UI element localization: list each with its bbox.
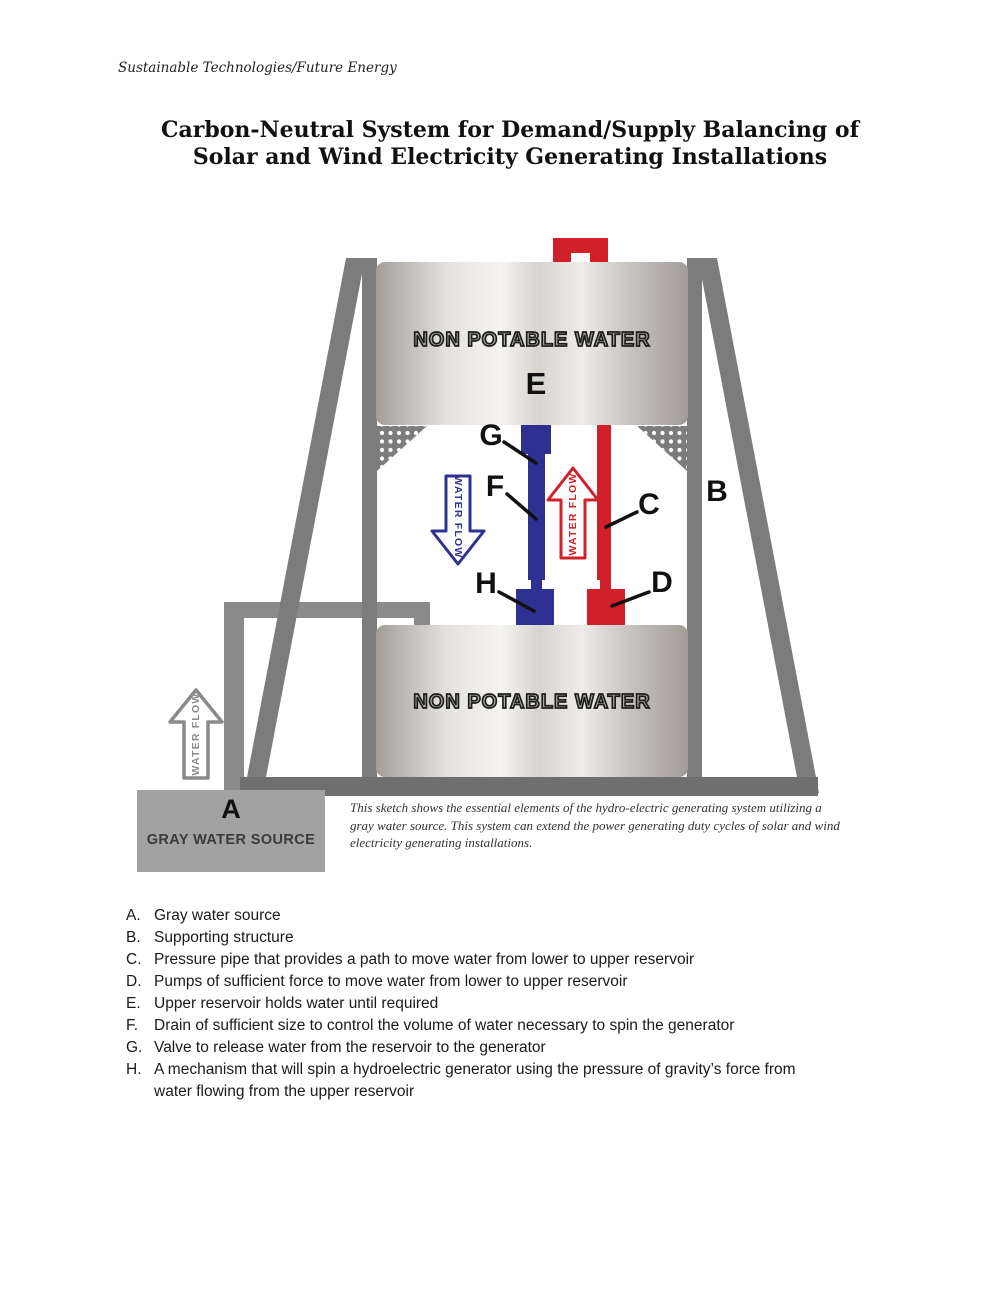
gray-water-source-label: GRAY WATER SOURCE xyxy=(146,832,316,848)
legend-text: Supporting structure xyxy=(154,929,294,946)
label-c: C xyxy=(638,488,660,521)
pump-block xyxy=(587,589,625,625)
water-flow-up-text: WATER FLOW xyxy=(567,472,579,556)
left-gusset xyxy=(377,426,427,471)
page-title-line1: Carbon-Neutral System for Demand/Supply Balancing of xyxy=(160,117,860,143)
legend-item-d xyxy=(126,971,846,993)
legend-letter: E. xyxy=(126,995,141,1012)
label-f: F xyxy=(485,470,505,503)
legend-text: Drain of sufficient size to control the volume of water necessary to spin the generator xyxy=(154,1017,735,1034)
legend-item-f xyxy=(126,1015,846,1037)
label-d: D xyxy=(651,566,673,599)
legend-text: Pumps of sufficient force to move water from lower to upper reservoir xyxy=(154,973,628,990)
left-column xyxy=(362,258,377,793)
right-leg xyxy=(698,258,819,793)
label-a: A xyxy=(221,794,241,824)
legend-item-c xyxy=(126,949,846,971)
legend-item-h xyxy=(126,1059,846,1103)
legend-letter: B. xyxy=(126,929,141,946)
right-gusset xyxy=(637,426,687,471)
upper-tank-label: NON POTABLE WATER xyxy=(413,329,651,351)
generator-block xyxy=(516,589,554,625)
gray-water-source-box xyxy=(137,790,325,872)
legend-letter: D. xyxy=(126,973,142,990)
legend-item-b xyxy=(126,927,846,949)
label-b: B xyxy=(706,475,728,508)
lower-tank-label: NON POTABLE WATER xyxy=(413,691,651,713)
legend-item-e xyxy=(126,993,846,1015)
legend-item-g xyxy=(126,1037,846,1059)
page-title-line2: Solar and Wind Electricity Generating Installations xyxy=(192,144,828,170)
pressure-pipe-red xyxy=(587,425,625,625)
label-h: H xyxy=(475,567,497,600)
valve-block xyxy=(521,425,551,454)
legend-text: Pressure pipe that provides a path to move water from lower to upper reservoir xyxy=(154,951,695,968)
legend-text: Gray water source xyxy=(154,907,281,924)
label-g: G xyxy=(479,419,503,452)
base-bar xyxy=(240,777,818,796)
legend-letter: H. xyxy=(126,1061,142,1078)
pressure-pipe-top-loop xyxy=(553,238,608,263)
right-column xyxy=(687,258,702,793)
legend-letter: G. xyxy=(126,1039,143,1056)
left-leg xyxy=(244,258,365,793)
legend-text: Upper reservoir holds water until required xyxy=(154,995,439,1012)
water-flow-down-text: WATER FLOW xyxy=(452,475,464,559)
label-e: E xyxy=(525,366,547,401)
figure-caption: This sketch shows the essential elements of the hydro-electric generating system utilizing a gray water source. This system can extend the power generating duty cycles of solar and wind electricity generating installations. xyxy=(350,800,840,850)
legend-item-a xyxy=(126,905,846,927)
legend-list xyxy=(126,905,846,1103)
legend-letter: F. xyxy=(126,1017,139,1034)
gray-water-flow-text: WATER FLOW xyxy=(190,692,202,776)
running-header: Sustainable Technologies/Future Energy xyxy=(118,60,397,76)
legend-text: Valve to release water from the reservoir to the generator xyxy=(154,1039,546,1056)
legend-text: A mechanism that will spin a hydroelectric generator using the pressure of gravity’s force from water flowing from the upper reservoir xyxy=(154,1061,796,1100)
legend-letter: C. xyxy=(126,951,142,968)
legend-letter: A. xyxy=(126,907,141,924)
